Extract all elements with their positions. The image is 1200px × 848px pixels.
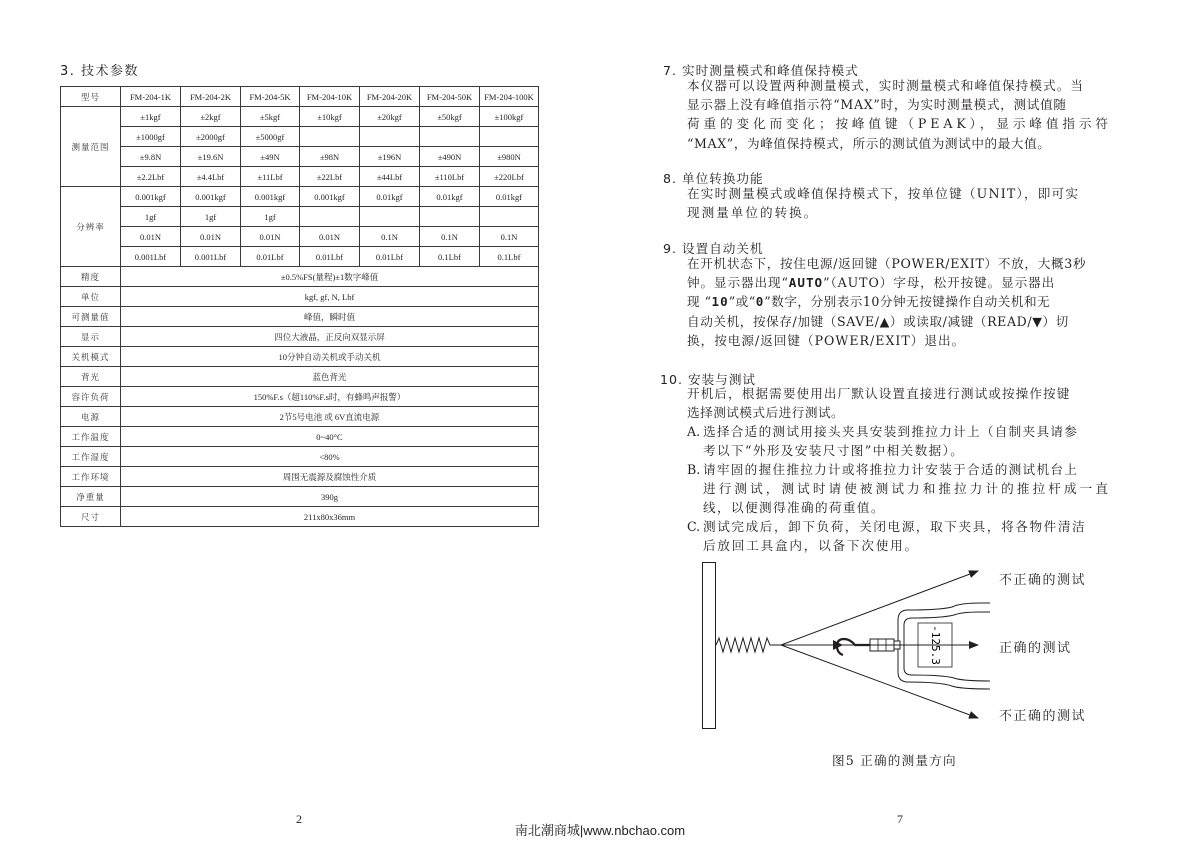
spec-value: 四位大液晶，正反向双显示屏 [121, 327, 539, 347]
text-line: 换，按电源/返回键（POWER/EXIT）退出。 [687, 332, 966, 348]
text-line: 请牢固的握住推拉力计或将推拉力计安装于合适的测试机台上 [703, 462, 1079, 477]
table-cell: ±2000gf [181, 127, 241, 147]
table-cell: ±22Lbf [300, 167, 360, 187]
text-line: 在开机状态下，按住电源/返回键（POWER/EXIT）不放，大概3秒 [687, 256, 1087, 271]
text-line [687, 292, 1139, 311]
text-line: “MAX”，为峰值保持模式，所示的测试值为测试中的最大值。 [687, 135, 1051, 151]
table-row [61, 447, 539, 467]
text-line: 显示器上没有峰值指示符“MAX”时，为实时测量模式，测试值随 [687, 97, 1067, 113]
table-cell: ±1000gf [121, 127, 181, 147]
table-cell: ±11Lbf [241, 167, 300, 187]
range-label: 测量范围 [61, 107, 121, 187]
text-fragment: 钟。显示器出现“ [687, 275, 789, 291]
table-cell: 0.01Lbf [360, 247, 420, 267]
text-line: 荷重的变化而变化；按峰值键（PEAK），显示峰值指示符 [687, 116, 1112, 132]
list-marker: C. [687, 519, 701, 534]
table-row [61, 387, 539, 407]
section-7-body [687, 76, 1139, 153]
spec-value: 211x80x36mm [121, 507, 539, 527]
figure-caption: 图5 正确的测量方向 [832, 753, 957, 768]
table-cell: ±2kgf [181, 107, 241, 127]
spec-value: ±0.5%FS(量程)±1数字峰值 [121, 267, 539, 287]
section-10-body [687, 384, 1139, 422]
table-cell: ±9.8N [121, 147, 181, 167]
table-row [61, 247, 539, 267]
section-8-body [687, 184, 1139, 222]
text-line: 进行测试，测试时请使被测试力和推拉力计的推拉杆成一直 [703, 481, 1112, 497]
table-cell: 0.001Lbf [181, 247, 241, 267]
spec-value: kgf, gf, N, Lbf [121, 287, 539, 307]
table-row [61, 127, 539, 147]
header-model: FM-204-2K [181, 87, 241, 107]
text-fragment: ”（AUTO）字母，松开按键。显示器出 [823, 275, 1056, 291]
table-cell: 0.01N [181, 227, 241, 247]
table-cell: ±220Lbf [480, 167, 539, 187]
table-header-row [61, 87, 539, 107]
table-row [61, 107, 539, 127]
spec-value: 蓝色背光 [121, 367, 539, 387]
table-cell [360, 127, 420, 147]
spec-value: 周围无震源及腐蚀性介质 [121, 467, 539, 487]
table-cell [420, 207, 480, 227]
table-row [61, 467, 539, 487]
text-line: 考以下“外形及安装尺寸图”中相关数据）。 [703, 443, 965, 459]
table-cell: 0.01N [241, 227, 300, 247]
table-cell: 0.1Lbf [420, 247, 480, 267]
table-cell: ±44Lbf [360, 167, 420, 187]
text-fragment: ”或“ [728, 294, 756, 310]
spec-label: 容许负荷 [61, 387, 121, 407]
section-9-title: 9. 设置自动关机 [663, 241, 764, 256]
table-cell: ±100kgf [480, 107, 539, 127]
table-cell: ±50kgf [420, 107, 480, 127]
table-row [61, 167, 539, 187]
table-cell [300, 127, 360, 147]
spec-label: 工作湿度 [61, 447, 121, 467]
table-cell: 0.01Lbf [241, 247, 300, 267]
gauge-reading: -125.3 [929, 625, 942, 665]
section-9-body [687, 254, 1139, 350]
spec-value: 390g [121, 487, 539, 507]
list-marker: B. [687, 462, 701, 477]
text-line: 后放回工具盒内，以备下次使用。 [703, 538, 919, 554]
page-number-right: 7 [897, 812, 903, 826]
spec-label: 精度 [61, 267, 121, 287]
spec-value: 150%F.s（超110%F.s时，有蜂鸣声报警） [121, 387, 539, 407]
header-model: FM-204-100K [480, 87, 539, 107]
spec-label: 关机模式 [61, 347, 121, 367]
table-cell: 1gf [241, 207, 300, 227]
table-row [61, 367, 539, 387]
table-row [61, 227, 539, 247]
table-cell: ±196N [360, 147, 420, 167]
table-cell [420, 127, 480, 147]
header-label-model: 型号 [61, 87, 121, 107]
table-cell: 0.1N [480, 227, 539, 247]
lcd-auto-glyph: AUTO [788, 275, 824, 291]
table-row [61, 267, 539, 287]
table-cell: 0.1Lbf [480, 247, 539, 267]
spec-label: 背光 [61, 367, 121, 387]
spec-label: 显示 [61, 327, 121, 347]
spec-label: 工作环境 [61, 467, 121, 487]
lcd-10-glyph: 10 [711, 294, 729, 310]
section-8-title: 8. 单位转换功能 [663, 171, 764, 186]
spring-icon [716, 638, 781, 652]
table-row [61, 327, 539, 347]
label-correct-test: 正确的测试 [999, 641, 1072, 656]
header-model: FM-204-10K [300, 87, 360, 107]
spec-label: 单位 [61, 287, 121, 307]
table-row [61, 407, 539, 427]
measurement-direction-diagram [690, 555, 990, 745]
table-cell: 0.001Lbf [121, 247, 181, 267]
table-row [61, 507, 539, 527]
label-incorrect-test-bottom: 不正确的测试 [999, 709, 1087, 724]
text-line: 现测量单位的转换。 [687, 205, 819, 221]
table-row [61, 307, 539, 327]
table-cell: ±5kgf [241, 107, 300, 127]
table-row [61, 347, 539, 367]
footer-watermark[interactable]: 南北潮商城|www.nbchao.com [514, 823, 686, 838]
page-number-left: 2 [296, 812, 302, 826]
table-cell: 0.01kgf [420, 187, 480, 207]
table-row [61, 187, 539, 207]
spec-value: <80% [121, 447, 539, 467]
table-cell: 0.1N [420, 227, 480, 247]
wall-fixture [703, 563, 716, 729]
spec-label: 尺寸 [61, 507, 121, 527]
table-cell [480, 207, 539, 227]
table-cell: ±5000gf [241, 127, 300, 147]
table-cell: 0.1N [360, 227, 420, 247]
text-line: 线，以便测得准确的荷重值。 [703, 500, 885, 516]
section-title-specs: 3. 技术参数 [60, 64, 140, 79]
list-marker: A. [687, 424, 701, 439]
table-cell: 0.01kgf [360, 187, 420, 207]
table-cell: 0.01N [121, 227, 181, 247]
table-row [61, 147, 539, 167]
table-row [61, 287, 539, 307]
section-10-title: 10. 安装与测试 [660, 372, 757, 387]
table-cell: ±98N [300, 147, 360, 167]
table-cell [300, 207, 360, 227]
table-row [61, 207, 539, 227]
table-cell [360, 207, 420, 227]
table-cell: 0.01kgf [480, 187, 539, 207]
spec-table [60, 86, 539, 527]
text-line: 本仪器可以设置两种测量模式，实时测量模式和峰值保持模式。当 [687, 78, 1085, 93]
table-cell: 0.001kgf [241, 187, 300, 207]
table-cell: 1gf [181, 207, 241, 227]
force-gauge-icon [837, 603, 990, 689]
resolution-label: 分辨率 [61, 187, 121, 267]
table-cell: 0.001kgf [121, 187, 181, 207]
table-row [61, 427, 539, 447]
table-cell: ±10kgf [300, 107, 360, 127]
spec-value: 10分钟自动关机或手动关机 [121, 347, 539, 367]
header-model: FM-204-1K [121, 87, 181, 107]
header-model: FM-204-50K [420, 87, 480, 107]
table-cell: ±49N [241, 147, 300, 167]
table-cell: 0.01N [300, 227, 360, 247]
lcd-0-glyph: 0 [755, 294, 765, 310]
text-line: 测试完成后，卸下负荷，关闭电源，取下夹具，将各物件清洁 [703, 519, 1087, 534]
spec-value: 0~40°C [121, 427, 539, 447]
spec-label: 工作温度 [61, 427, 121, 447]
list-item-a [687, 422, 1139, 460]
table-cell: ±19.6N [181, 147, 241, 167]
text-fragment: ”数字，分别表示10分钟无按键操作自动关机和无 [764, 294, 1051, 310]
table-cell: ±980N [480, 147, 539, 167]
spec-label: 可测量值 [61, 307, 121, 327]
text-fragment: 现 “ [687, 294, 712, 310]
text-line: 选择合适的测试用接头夹具安装到推拉力计上（自制夹具请参 [703, 424, 1079, 439]
text-line: 在实时测量模式或峰值保持模式下，按单位键（UNIT），即可实 [687, 186, 1080, 201]
table-cell: 0.001kgf [181, 187, 241, 207]
table-cell: 0.001kgf [300, 187, 360, 207]
header-model: FM-204-5K [241, 87, 300, 107]
header-model: FM-204-20K [360, 87, 420, 107]
table-cell: ±490N [420, 147, 480, 167]
text-line: 开机后，根据需要使用出厂默认设置直接进行测试或按操作按键 [687, 386, 1071, 401]
text-line [687, 273, 1139, 292]
table-cell: ±2.2Lbf [121, 167, 181, 187]
text-line: 自动关机，按保存/加键（SAVE/▲）或读取/减键（READ/▼）切 [687, 313, 1069, 329]
spec-label: 电源 [61, 407, 121, 427]
table-cell [480, 127, 539, 147]
table-cell: ±4.4Lbf [181, 167, 241, 187]
list-item-c [687, 517, 1139, 555]
table-cell: ±1kgf [121, 107, 181, 127]
table-row [61, 487, 539, 507]
spec-value: 2节5号电池 或 6V直流电源 [121, 407, 539, 427]
text-line: 选择测试模式后进行测试。 [687, 405, 845, 421]
table-cell: 1gf [121, 207, 181, 227]
label-incorrect-test-top: 不正确的测试 [999, 573, 1087, 588]
list-item-b [687, 460, 1139, 518]
spec-value: 峰值，瞬时值 [121, 307, 539, 327]
section-7-title: 7. 实时测量模式和峰值保持模式 [663, 63, 859, 78]
table-cell: ±20kgf [360, 107, 420, 127]
spec-label: 净重量 [61, 487, 121, 507]
table-cell: 0.01Lbf [300, 247, 360, 267]
table-cell: ±110Lbf [420, 167, 480, 187]
